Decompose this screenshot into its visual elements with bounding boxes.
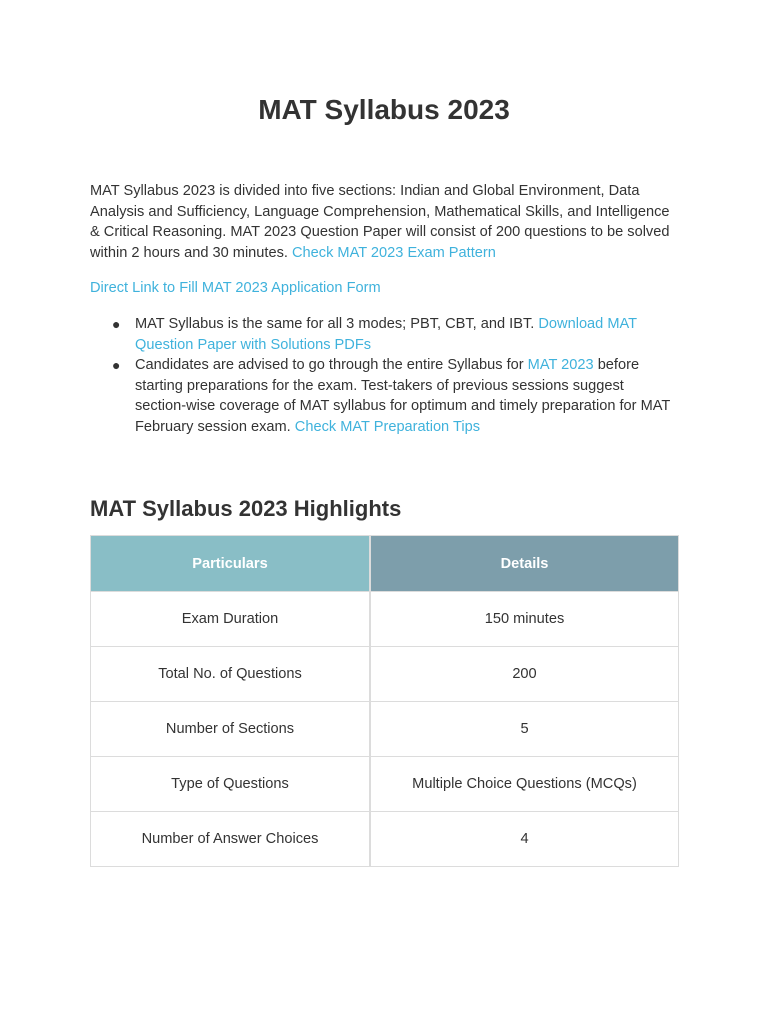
- table-cell: Type of Questions: [91, 757, 371, 812]
- bullet-text: before starting preparations for the exam. Test-takers of previous sessions suggest section-wise coverage of MAT syllabus for optimum and timely preparation for MAT February session exam.: [135, 357, 671, 435]
- list-item: [90, 314, 678, 355]
- list-item: [90, 355, 678, 437]
- bullet-list: [90, 314, 678, 438]
- table-row: [91, 812, 679, 867]
- intro-text: MAT Syllabus 2023 is divided into five sections: Indian and Global Environment, Data Analysis and Sufficiency, Language Comprehension, Mathematical Skills, and Intelligence & Critical Reasoning. MAT 2023 Question Paper will consist of 200 questions to be solved within 2 hours and 30 minutes.: [90, 183, 670, 261]
- mat-2023-link[interactable]: MAT 2023: [527, 357, 594, 374]
- table-row: [91, 757, 679, 812]
- table-cell: Number of Sections: [91, 702, 371, 757]
- table-row: [91, 647, 679, 702]
- table-row: [91, 592, 679, 647]
- bullet-text: MAT Syllabus is the same for all 3 modes; PBT, CBT, and IBT.: [135, 315, 539, 332]
- question-paper-link[interactable]: Download MAT Question Paper with Solutions PDFs: [135, 315, 637, 353]
- bullet-icon: ●: [112, 357, 121, 374]
- table-cell: Multiple Choice Questions (MCQs): [370, 757, 679, 812]
- column-header-particulars: Particulars: [91, 536, 371, 592]
- table-cell: 200: [370, 647, 679, 702]
- intro-paragraph: [90, 181, 678, 263]
- table-cell: Number of Answer Choices: [91, 812, 371, 867]
- table-cell: 150 minutes: [370, 592, 679, 647]
- table-cell: Exam Duration: [91, 592, 371, 647]
- table-cell: 5: [370, 702, 679, 757]
- table-header-row: [91, 536, 679, 592]
- exam-pattern-link[interactable]: Check MAT 2023 Exam Pattern: [292, 244, 496, 261]
- bullet-text: Candidates are advised to go through the entire Syllabus for: [135, 357, 528, 374]
- highlights-heading: MAT Syllabus 2023 Highlights: [90, 496, 402, 521]
- column-header-details: Details: [370, 536, 679, 592]
- application-form-paragraph: [90, 278, 678, 299]
- table-row: [91, 702, 679, 757]
- highlights-table: [90, 535, 679, 867]
- preparation-tips-link[interactable]: Check MAT Preparation Tips: [294, 418, 480, 435]
- table-cell: 4: [370, 812, 679, 867]
- table-cell: Total No. of Questions: [91, 647, 371, 702]
- page-title: MAT Syllabus 2023: [258, 94, 510, 125]
- application-form-link[interactable]: Direct Link to Fill MAT 2023 Application Form: [90, 280, 381, 297]
- article-body: [90, 181, 678, 438]
- bullet-icon: ●: [112, 315, 121, 332]
